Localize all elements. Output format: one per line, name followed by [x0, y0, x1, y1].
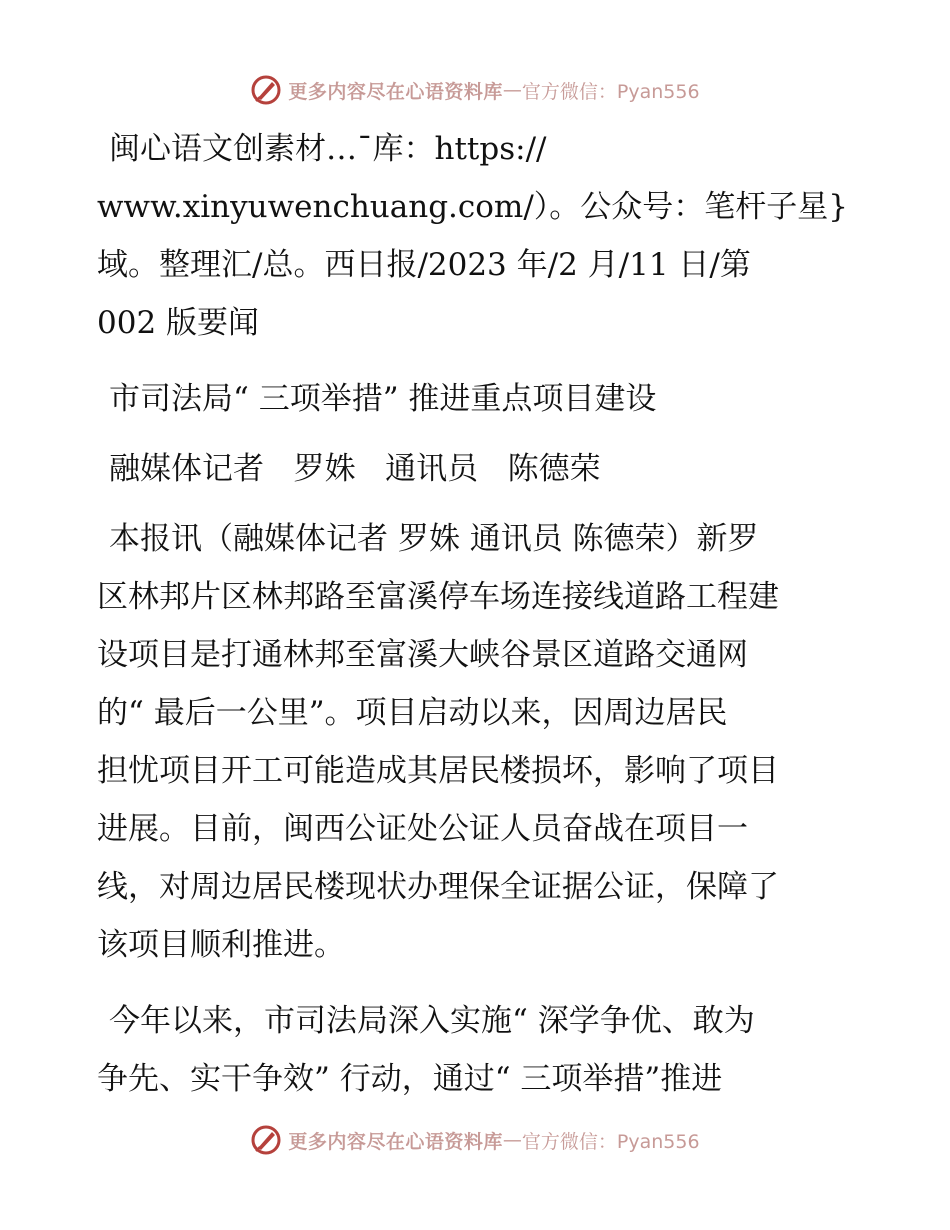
source-paragraph — [97, 120, 857, 352]
banner-text: 更多内容尽在心语资料库 — [288, 80, 503, 103]
article-byline: 融媒体记者 罗姝 通讯员 陈德荣 — [109, 451, 601, 487]
source-line: www.xinyuwenchuang.com/）。公众号：笔杆子星} — [97, 189, 848, 225]
article-body — [97, 120, 857, 1108]
body-line: 该项目顺利推进。 — [97, 927, 345, 963]
quill-logo-icon — [250, 74, 282, 106]
source-line: 闽心语文创素材…¯库：https:// — [109, 131, 547, 167]
banner-separator: — — [502, 1129, 522, 1151]
body-line: 本报讯（融媒体记者 罗姝 通讯员 陈德荣）新罗 — [109, 521, 759, 557]
body-line: 的“ 最后一公里”。项目启动以来，因周边居民 — [97, 695, 728, 731]
body-line: 区林邦片区林邦路至富溪停车场连接线道路工程建 — [97, 579, 779, 615]
body-paragraph-2 — [97, 992, 857, 1108]
body-line: 线，对周边居民楼现状办理保全证据公证，保障了 — [97, 869, 779, 905]
source-line: 域。整理汇/总。西日报/2023 年/2 月/11 日/第 — [97, 247, 751, 283]
body-line: 争先、实干争效” 行动，通过“ 三项举措”推进 — [97, 1061, 723, 1097]
article-headline: 市司法局“ 三项举措” 推进重点项目建设 — [109, 381, 657, 417]
footer-banner — [0, 1120, 950, 1160]
body-paragraph-1 — [97, 510, 857, 974]
body-line: 进展。目前，闽西公证处公证人员奋战在项目一 — [97, 811, 748, 847]
banner-wechat: 官方微信：Pyan556 — [521, 1130, 700, 1153]
banner-wechat: 官方微信：Pyan556 — [521, 80, 700, 103]
source-line: 002 版要闻 — [97, 305, 260, 341]
banner-separator: — — [502, 79, 522, 101]
quill-logo-icon — [250, 1124, 282, 1156]
body-line: 设项目是打通林邦至富溪大峡谷景区道路交通网 — [97, 637, 748, 673]
header-banner — [0, 70, 950, 110]
body-line: 担忧项目开工可能造成其居民楼损坏，影响了项目 — [97, 753, 779, 789]
banner-text: 更多内容尽在心语资料库 — [288, 1130, 503, 1153]
body-line: 今年以来，市司法局深入实施“ 深学争优、敢为 — [109, 1003, 755, 1039]
